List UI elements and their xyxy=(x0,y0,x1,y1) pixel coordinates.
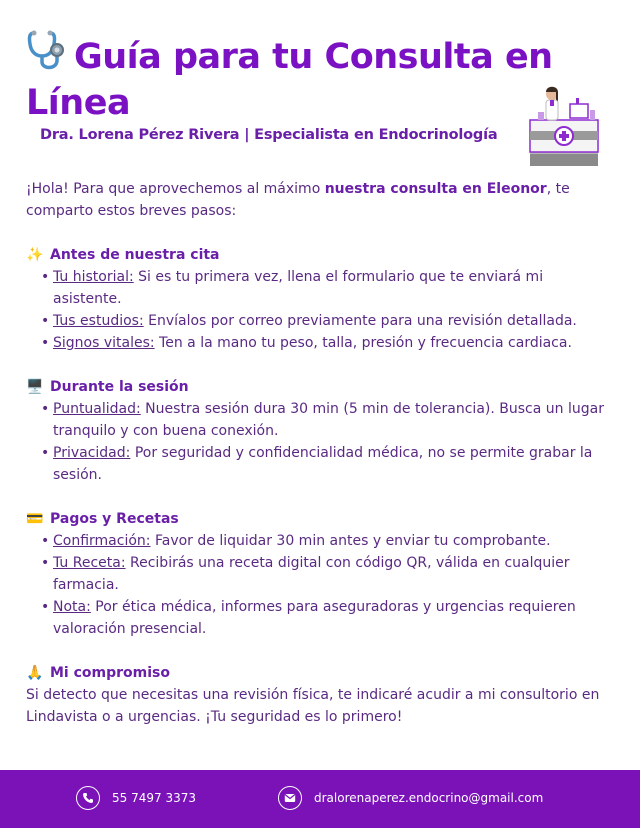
list-item xyxy=(53,530,616,552)
item-term: Puntualidad: xyxy=(53,401,141,417)
stethoscope-icon xyxy=(26,30,66,82)
list-item xyxy=(53,552,616,596)
item-text: Si es tu primera vez, llena el formulario que te enviará mi asistente. xyxy=(53,269,544,307)
section-title xyxy=(26,508,616,530)
list-item xyxy=(53,442,616,486)
item-term: Tu historial: xyxy=(53,269,134,285)
intro-text: ¡Hola! Para que aprovechemos al máximo xyxy=(26,181,325,197)
intro-bold-text: nuestra consulta en Eleonor xyxy=(324,181,547,197)
credit-card-icon: 💳 xyxy=(26,511,44,527)
email-address: dralorenaperez.endocrino@gmail.com xyxy=(314,791,544,805)
commitment-text: Si detecto que necesitas una revisión física, te indicaré acudir a mi consultorio en Lindavista o a urgencias. ¡Tu seguridad es lo primero! xyxy=(26,687,600,725)
email-contact[interactable] xyxy=(278,786,543,810)
item-term: Nota: xyxy=(53,599,91,615)
item-term: Tus estudios: xyxy=(53,313,144,329)
computer-icon: 🖥️ xyxy=(26,379,44,395)
doctor-illustration xyxy=(526,80,602,168)
section-title-text: Antes de nuestra cita xyxy=(50,247,220,263)
item-text: Nuestra sesión dura 30 min (5 min de tolerancia). Busca un lugar tranquilo y con buena conexión. xyxy=(53,401,604,439)
list-item xyxy=(53,310,616,332)
item-term: Confirmación: xyxy=(53,533,151,549)
section-list xyxy=(26,530,616,640)
phone-icon xyxy=(76,786,100,810)
mail-icon xyxy=(278,786,302,810)
guide-content xyxy=(26,178,616,728)
section-title-text: Mi compromiso xyxy=(50,665,170,681)
item-text: Recibirás una receta digital con código QR, válida en cualquier farmacia. xyxy=(53,555,570,593)
sparkles-icon: ✨ xyxy=(26,247,44,263)
section-commitment xyxy=(26,662,616,728)
section-before-appointment xyxy=(26,244,616,354)
item-term: Signos vitales: xyxy=(53,335,155,351)
section-title-text: Durante la sesión xyxy=(50,379,189,395)
contact-footer xyxy=(0,770,640,828)
item-text: Ten a la mano tu peso, talla, presión y frecuencia cardiaca. xyxy=(154,335,572,351)
item-text: Por seguridad y confidencialidad médica, no se permite grabar la sesión. xyxy=(53,445,593,483)
list-item xyxy=(53,596,616,640)
section-during-session xyxy=(26,376,616,486)
list-item xyxy=(53,266,616,310)
list-item xyxy=(53,332,616,354)
section-title xyxy=(26,662,616,684)
section-title-text: Pagos y Recetas xyxy=(50,511,179,527)
intro-text-end: , te comparto estos breves pasos: xyxy=(26,181,570,219)
phone-contact[interactable] xyxy=(76,786,196,810)
intro-paragraph xyxy=(26,178,616,222)
section-payments xyxy=(26,508,616,640)
item-term: Privacidad: xyxy=(53,445,131,461)
list-item xyxy=(53,398,616,442)
section-list xyxy=(26,398,616,486)
item-term: Tu Receta: xyxy=(53,555,126,571)
phone-number: 55 7497 3373 xyxy=(112,791,196,805)
section-title xyxy=(26,376,616,398)
doctor-subtitle: Dra. Lorena Pérez Rivera | Especialista en Endocrinología xyxy=(40,127,498,143)
title-text: Guía para tu Consulta en Línea xyxy=(26,37,553,123)
praying-hands-icon: 🙏 xyxy=(26,665,44,681)
item-text: Envíalos por correo previamente para una revisión detallada. xyxy=(143,313,577,329)
item-text: Favor de liquidar 30 min antes y enviar tu comprobante. xyxy=(150,533,551,549)
section-title xyxy=(26,244,616,266)
page-title xyxy=(26,30,586,124)
item-text: Por ética médica, informes para aseguradoras y urgencias requieren valoración presencial. xyxy=(53,599,576,637)
section-list xyxy=(26,266,616,354)
